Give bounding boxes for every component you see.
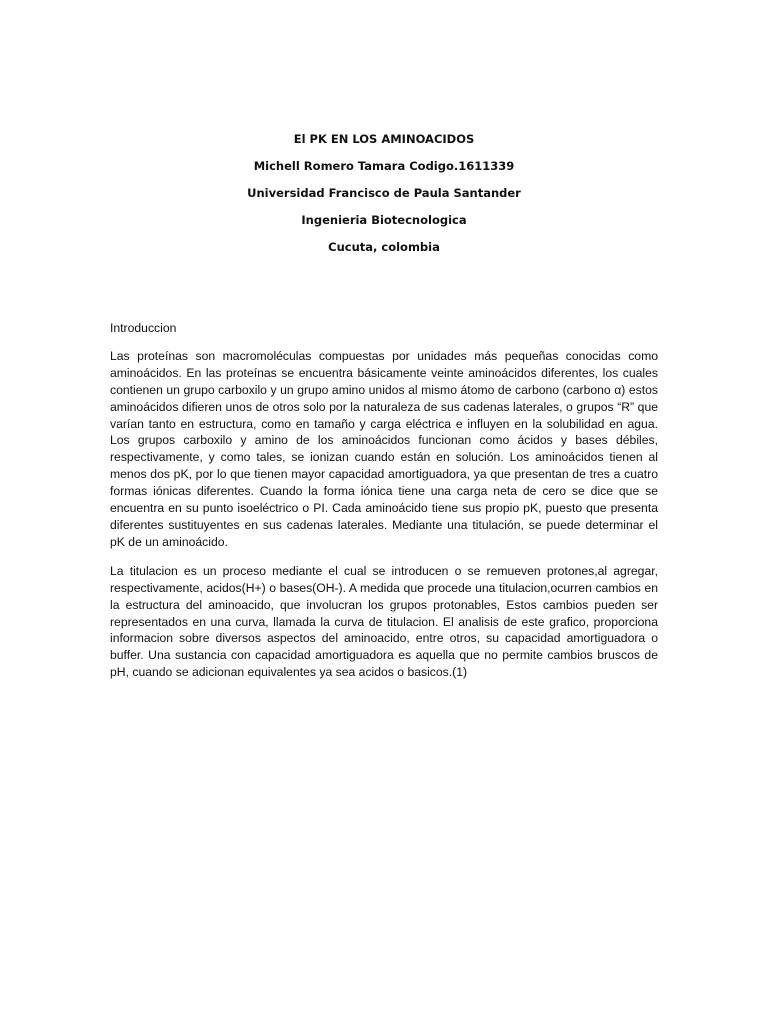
author-line: Michell Romero Tamara Codigo.1611339: [253, 159, 515, 173]
section-heading: Introduccion: [110, 321, 177, 335]
location-line: Cucuta, colombia: [328, 240, 440, 254]
program-line: Ingenieria Biotecnologica: [301, 213, 467, 227]
paragraph-titulacion: La titulacion es un proceso mediante el cual se introducen o se remueven protones,al agregar, respectivamente, acidos(H+) o bases(OH-). A medida que procede una titulacion,ocurren cambios en la estructura del aminoacido, que involucran los grupos protonables, Estos cambios pueden ser representados en una curva, llamada la curva de titulacion. El analisis de este grafico, proporciona informacion sobre diversos aspectos del aminoacido, entre otros, su capacidad amortiguadora o buffer. Una sustancia con capacidad amortiguadora es aquella que no permite cambios bruscos de pH, cuando se adicionan equivalentes ya sea acidos o basicos.(1): [110, 563, 658, 680]
document-body: [110, 320, 658, 693]
university-line: Universidad Francisco de Paula Santander: [247, 186, 521, 200]
document-title: El PK EN LOS AMINOACIDOS: [293, 132, 475, 146]
paragraph-introduction: Las proteínas son macromoléculas compuestas por unidades más pequeñas conocidas como aminoácidos. En las proteínas se encuentra básicamente veinte aminoácidos diferentes, los cuales contienen un grupo carboxilo y un grupo amino unidos al mismo átomo de carbono (carbono α) estos aminoácidos difieren unos de otros solo por la naturaleza de sus cadenas laterales, o grupos “R” que varían tanto en estructura, como en tamaño y carga eléctrica e influyen en la solubilidad en agua. Los grupos carboxilo y amino de los aminoácidos funcionan como ácidos y bases débiles, respectivamente, y como tales, se ionizan cuando están en solución. Los aminoácidos tienen al menos dos pK, por lo que tienen mayor capacidad amortiguadora, ya que presentan de tres a cuatro formas iónicas diferentes. Cuando la forma iónica tiene una carga neta de cero se dice que se encuentra en su punto isoeléctrico o PI. Cada aminoácido tiene sus propio pK, puesto que presenta diferentes sustituyentes en sus cadenas laterales. Mediante una titulación, se puede determinar el pK de un aminoácido.: [110, 348, 658, 549]
title-block: [110, 130, 658, 265]
